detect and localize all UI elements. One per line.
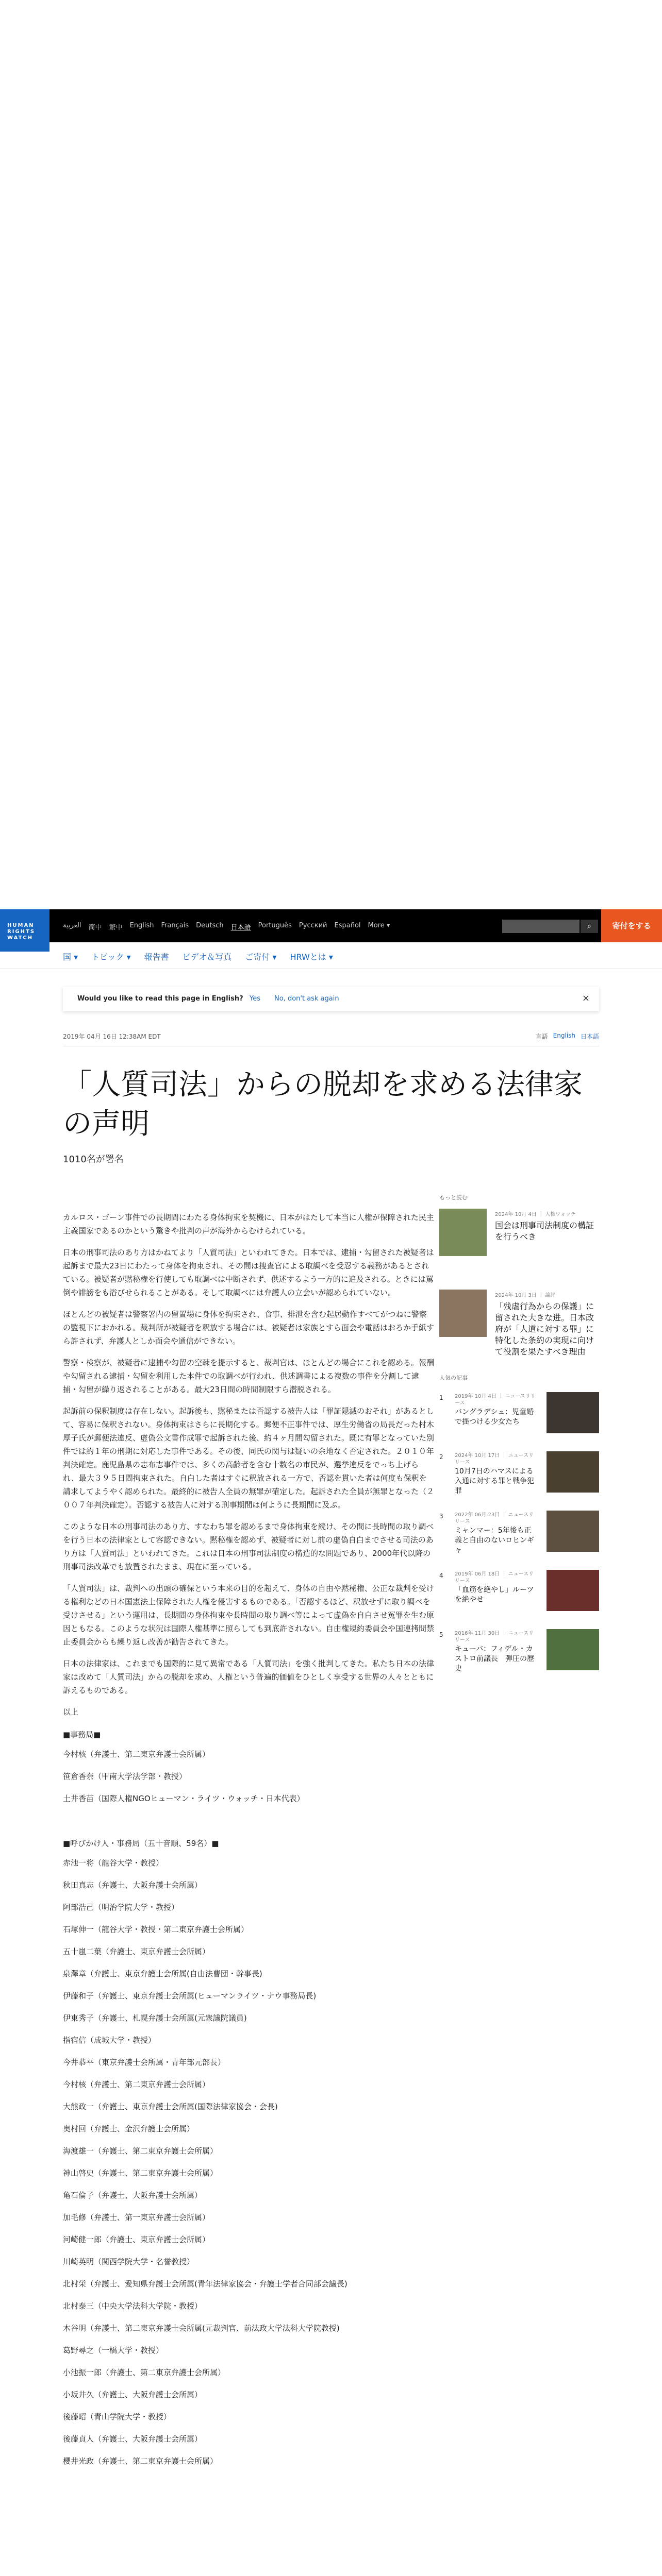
popular-thumbnail [547,1629,599,1670]
lang-en[interactable]: English [129,922,154,929]
popular-article-card[interactable] [439,1629,599,1683]
sidebar-also-label: もっと読む [439,1194,468,1201]
popular-title[interactable]: 「血筋を絶やし」ルーツを絶やせ [455,1586,534,1604]
related-article-title[interactable]: 国会は刑事司法制度の構証を行うべき [495,1221,594,1242]
signatory: 北村泰三（中央大学法科大学院・教授） [63,2301,203,2311]
nav-donate[interactable]: ご寄付 ▾ [245,952,277,962]
signatory: 土井香苗（国際人権NGOヒューマン・ライツ・ウォッチ・日本代表） [63,1794,305,1803]
signatory: 今井恭平（東京弁護士会所属・青年部元部長） [63,2058,226,2067]
signatory: 指宿信（成城大学・教授） [63,2036,156,2045]
spacer [63,1814,434,1827]
related-article-thumbnail [439,1290,487,1337]
signatory: 奥村回（弁護士、金沢弁護士会所属） [63,2124,195,2133]
article-paragraph: 日本の刑事司法のあり方はかねてより「人質司法」といわれてきた。日本では、逮捕・勾留された被疑者は起訴まで最大23日にわたって身体を拘束され、その間は捜査官による取調べを受忍する義務があるとされている。被疑者が黙秘権を行使しても取調べは中断されず、供述するよう一方的に追及される。ときには罵倒や誹謗をも浴びせられることがある。そして取調べには弁護人の立会いが認められていない。 [63,1248,434,1297]
article-paragraph: カルロス・ゴーン事件での長期間にわたる身体拘束を契機に、日本がはたして本当に人権が保障された民主主義国家であるのかという驚きや批判の声が海外からむけられている。 [63,1213,434,1235]
search-input[interactable] [502,920,580,933]
nav-media[interactable]: ビデオ＆写真 [182,952,232,962]
lang-pt[interactable]: Português [258,922,292,929]
popular-meta: 2019年 10月 4日 ｜ ニュースリリース [455,1394,536,1406]
signatory: 河崎健一郎（弁護士、東京弁護士会所属） [63,2235,210,2244]
logo-line-3: WATCH [7,935,34,941]
lang-es[interactable]: Español [334,922,361,929]
popular-article-card[interactable] [439,1392,599,1446]
popular-rank: 2 [439,1453,443,1461]
article-paragraph: 「人質司法」は、裁判への出頭の確保という本来の目的を超えて、身体の自由や黙秘権、公正な裁判を受ける権利などの日本国憲法上保障された人権を侵害するものである。「否認するほど、釈放せずに取り調べを受けさせる」という運用は、長期間の身体拘束や長時間の取り調べ等によって虚偽を自白させ冤罪を生む原因ともなる。このような状況は国際人権基準に照らしても到底許されない。自由権規約委員会や国連拷問禁止委員会からも繰り返し改善が勧告されてきた。 [63,1584,435,1647]
available-languages [536,1032,599,1041]
popular-meta: 2022年 06月 23日 ｜ ニュースリリース [455,1512,534,1524]
lang-ja[interactable]: 日本語 [230,924,251,931]
related-article-meta: 2024年 10月 3日 ｜ 論評 [495,1293,556,1298]
lang-zh-hant[interactable]: 繁中 [109,924,123,931]
nav-about[interactable]: HRWとは ▾ [290,952,333,962]
logo-line-1: HUMAN [7,923,35,928]
signatory: 今村核（弁護士、第二東京弁護士会所属） [63,2080,210,2089]
language-switcher [63,922,390,931]
donate-button[interactable]: 寄付をする [601,909,662,942]
signatory: 大熊政一（弁護士、東京弁護士会所属(国際法律家協会・会長) [63,2102,278,2111]
logo-line-2: RIGHTS [7,929,36,935]
available-languages-label: 言語 [535,1033,548,1040]
article-paragraph: 日本の法律家は、これまでも国際的に見て異常である「人質司法」を強く批判してきた。私たち日本の法律家は改めて「人質司法」からの脱却を求め、人権という普遍的価値をひとしく享受する世界の人々とともに訴えるものである。 [63,1659,435,1695]
popular-meta: 2024年 10月 17日 ｜ ニュースリリース [455,1453,534,1465]
search-icon[interactable]: ⌕ [581,920,598,933]
popular-meta: 2019年 06月 18日 ｜ ニュースリリース [455,1571,534,1584]
section-heading: ■呼びかけ人・事務局（五十音順、59名）■ [63,1839,219,1848]
popular-article-card[interactable] [439,1570,599,1624]
signatory: 後藤昭（青山学院大学・教授） [63,2412,172,2421]
lang-more[interactable]: More ▾ [368,922,390,929]
sidebar-popular-label: 人気の記事 [439,1375,468,1381]
translation-yes-link[interactable]: Yes [250,995,260,1003]
popular-rank: 4 [439,1572,443,1579]
signatory: 神山啓史（弁護士、第二東京弁護士会所属） [63,2168,218,2178]
popular-title[interactable]: ミャンマー：5年後も正義と自由のないロヒンギャ [455,1527,534,1554]
signatory: 木谷明（弁護士、第二東京弁護士会所属(元裁判官、前法政大学法科大学院教授) [63,2324,340,2333]
lang-ru[interactable]: Русский [299,922,327,929]
translation-banner [63,987,599,1011]
signatory: 川崎英明（関西学院大学・名誉教授） [63,2257,195,2266]
signatory: 阿部浩己（明治学院大学・教授） [63,1903,179,1912]
related-article-title[interactable]: 「残虐行為からの保護」に留された大きな进。日本政府が「人道に対する罪」に特化した条約の実現に向けて役割を果たすべき理由 [495,1301,594,1357]
article-paragraph: ほとんどの被疑者は警察署内の留置場に身体を拘束され、食事、排泄を含む起居動作すべてがつねに警察の監視下におかれる。裁判所が被疑者を釈放する場合には、被疑者は家族とすら面会や電話はおろか手紙すら許されず、弁護人としか面会や通信ができない。 [63,1310,435,1346]
lang-ar[interactable]: العربية [63,922,81,929]
article-paragraph: 起訴前の保釈制度は存在しない。起訴後も、黙秘または否認する被告人は「罪証隠滅のおそれ」があるとして、容易に保釈されない。身体拘束はさらに長期化する。郵便不正事件では、厚生労働省の局長だった村木厚子氏が郵便法違反、虚偽公文書作成罪で起訴された後、約４ヶ月間勾留された。既に有罪となっていた別件では約１年の刑期に対応した事件である。その後、同氏の関与は疑いの余地なく否定された。２０１０年判決確定。鹿児島県の志布志事件では、多くの高齢者を含む十数名の市民が、選挙違反をでっち上げられ、最大３９５日間拘束された。自白した者はすぐに釈放される一方で、否認を貫いた者は何度も保釈を請求してようやく認められた。最終的に被告人全員の無罪が確定した。起訴された全員が無罪となった（２００７年判決確定）。否認する被告人に対する刑事期間は何ように長期間に及ぶ。 [63,1406,435,1510]
popular-rank: 3 [439,1513,443,1520]
related-article-card[interactable] [439,1290,599,1359]
signatory: 小坂井久（弁護士、大阪弁護士会所属） [63,2390,203,2399]
hrw-logo[interactable] [0,909,49,952]
nav-reports[interactable]: 報告書 [144,952,169,962]
lang-zh-hans[interactable]: 简中 [88,924,102,931]
article-body [63,1211,434,2477]
popular-article-card[interactable] [439,1451,599,1505]
signatory: 笹倉香奈（甲南大学法学部・教授） [63,1772,187,1781]
signatory: 五十嵐二葉（弁護士、東京弁護士会所属） [63,1947,210,1956]
available-lang-en[interactable]: English [553,1032,575,1039]
article-paragraph: 以上 [63,1707,79,1717]
popular-thumbnail [547,1570,599,1611]
translation-question: Would you like to read this page in English? [77,995,243,1003]
nav-topics[interactable]: トピック ▾ [91,952,131,962]
signatory: 石塚伸一（龍谷大学・教授・第二東京弁護士会所属） [63,1925,249,1934]
signatory: 赤池一将（龍谷大学・教授） [63,1858,164,1868]
popular-rank: 5 [439,1631,443,1638]
popular-rank: 1 [439,1394,443,1401]
signatory: 櫻井光政（弁護士、第二東京弁護士会所属） [63,2456,218,2466]
signatory: 伊藤和子（弁護士、東京弁護士会所属(ヒューマンライツ・ナウ事務局長) [63,1991,317,2001]
popular-title[interactable]: バングラデシュ：児童婚で揺つける少女たち [455,1408,534,1426]
signatory: 亀石倫子（弁護士、大阪弁護士会所属） [63,2191,203,2200]
signatory: 小池振一郎（弁護士、第二東京弁護士会所属） [63,2368,226,2377]
article-paragraph: 警察・検察が、被疑者に逮捕や勾留の空疎を提示すると、裁判官は、ほとんどの場合にこれを認める。報酬や勾留される逮捕・勾留を利用した本件での取調べが行われ、供述調書による複数の事件を分割して逮捕・勾留が繰り返されることがある。最大23日間の時間制限すら潜脱される。 [63,1358,435,1394]
signatory: 北村栄（弁護士、愛知県弁護士会所属(青年法律家協会・弁護士学者合同部会議長) [63,2279,347,2289]
top-bar [0,909,662,942]
page-title: 「人質司法」からの脱却を求める法律家の声明 [63,1068,583,1141]
sidebar [439,1193,599,1688]
related-article-thumbnail [439,1209,487,1256]
signatory: 今村核（弁護士、第二東京弁護士会所属） [63,1750,210,1759]
section-heading: ■事務局■ [63,1730,101,1739]
close-icon[interactable]: × [582,993,590,1004]
popular-thumbnail [547,1451,599,1493]
signatory: 伊東秀子（弁護士、札幌弁護士会所属(元衆議院議員) [63,2013,247,2023]
lang-de[interactable]: Deutsch [196,922,224,929]
popular-meta: 2016年 11月 30日 ｜ ニュースリリース [455,1631,534,1643]
available-lang-ja[interactable]: 日本語 [580,1033,599,1040]
related-article-meta: 2024年 10月 4日 ｜ 人権ウォッチ [495,1212,576,1217]
popular-thumbnail [547,1392,599,1433]
blank-top-area [0,0,662,909]
popular-thumbnail [547,1511,599,1552]
nav-countries[interactable]: 国 ▾ [63,952,78,962]
lang-fr[interactable]: Français [161,922,189,929]
page-subtitle: 1010名が署名 [63,1154,124,1165]
popular-title[interactable]: 10月7日のハマスによる入通に対する罪と戦争犯罪 [455,1467,534,1495]
related-article-card[interactable] [439,1209,599,1278]
article-paragraph: このような日本の刑事司法のあり方、すなわち罪を認めるまで身体拘束を続け、その間に長時間の取り調べを行う日本の法律家として容認できない。黙秘権を認めず、被疑者に対し前の虚偽自白までさせる司法のあり方は「人質司法」といわれてきた。これは日本の刑事司法制度の構造的な問題であり、2000年代以降の刑事司法改革でも放置されたまま、現在に至っている。 [63,1522,434,1571]
popular-title[interactable]: キューバ：フィデル・カストロ前議長 弾圧の歴史 [455,1645,534,1673]
main-nav [0,942,662,969]
signatory: 海渡雄一（弁護士、第二東京弁護士会所属） [63,2146,218,2156]
popular-article-card[interactable] [439,1511,599,1565]
signatory: 泉澤章（弁護士、東京弁護士会所属(自由法曹団・幹事長) [63,1969,262,1978]
signatory: 後藤貞人（弁護士、大阪弁護士会所属） [63,2434,203,2444]
signatory: 秋田真志（弁護士、大阪弁護士会所属） [63,1880,203,1890]
signatory: 加毛修（弁護士、第一東京弁護士会所属） [63,2213,210,2222]
publish-date: 2019年 04月 16日 12:38AM EDT [63,1033,161,1040]
translation-no-link[interactable]: No, don't ask again [274,995,339,1003]
signatory: 葛野尋之（一橋大学・教授） [63,2346,164,2355]
